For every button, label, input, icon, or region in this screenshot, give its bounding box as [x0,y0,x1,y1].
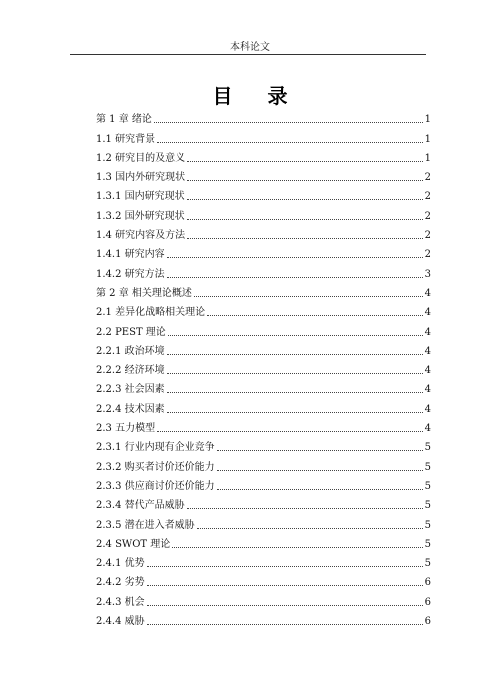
toc-entry[interactable] [96,435,431,454]
toc-dot-leader [197,528,423,529]
toc-entry-page-number: 1 [424,152,431,164]
toc-dot-leader [187,238,423,239]
toc-entry[interactable] [96,512,431,531]
toc-entry-page-number: 4 [424,326,431,338]
toc-entry-page-number: 2 [424,210,431,222]
toc-entry[interactable] [96,184,431,203]
toc-entry-label: 2.4.4 威胁 [96,616,145,628]
toc-dot-leader [167,354,423,355]
toc-entry-page-number: 5 [424,558,431,570]
toc-entry-label: 2.4.3 机会 [96,596,145,608]
toc-entry[interactable] [96,107,431,126]
toc-dot-leader [147,624,423,625]
toc-entry-label: 第 2 章 相关理论概述 [96,287,192,299]
toc-entry-page-number: 4 [424,365,431,377]
toc-entry-label: 2.3.1 行业内现有企业竞争 [96,442,215,454]
toc-entry-page-number: 5 [424,442,431,454]
toc-dot-leader [157,431,423,432]
toc-entry-label: 1.3.1 国内研究现状 [96,191,185,203]
toc-entry-label: 1.4.2 研究方法 [96,268,165,280]
toc-dot-leader [147,585,423,586]
toc-entry[interactable] [96,339,431,358]
toc-entry[interactable] [96,319,431,338]
toc-entry-label: 2.3 五力模型 [96,423,156,435]
toc-entry-label: 1.3 国内外研究现状 [96,172,186,184]
toc-entry-label: 1.4.1 研究内容 [96,249,165,261]
toc-entry-page-number: 2 [424,191,431,203]
toc-dot-leader [217,450,423,451]
toc-entry[interactable] [96,261,431,280]
toc-entry-page-number: 4 [424,403,431,415]
toc-entry-page-number: 5 [424,500,431,512]
toc-entry-label: 2.3.4 替代产品威胁 [96,500,185,512]
toc-entry-label: 第 1 章 绪论 [96,114,152,126]
toc-entry[interactable] [96,165,431,184]
toc-title: 目 录 [212,84,302,108]
toc-dot-leader [217,489,423,490]
toc-entry-label: 2.3.2 购买者讨价还价能力 [96,461,215,473]
toc-entry[interactable] [96,300,431,319]
toc-entry-label: 1.3.2 国外研究现状 [96,210,185,222]
toc-entry-page-number: 2 [424,172,431,184]
toc-entry-page-number: 5 [424,461,431,473]
toc-dot-leader [154,122,423,123]
toc-entry[interactable] [96,242,431,261]
toc-entry-label: 2.2 PEST 理论 [96,326,166,338]
toc-entry-label: 2.1 差异化战略相关理论 [96,307,206,319]
toc-entry-page-number: 6 [424,616,431,628]
toc-entry-page-number: 4 [424,345,431,357]
toc-dot-leader [167,392,423,393]
toc-entry-label: 2.2.2 经济环境 [96,365,165,377]
toc-entry[interactable] [96,203,431,222]
toc-entry[interactable] [96,589,431,608]
running-header: 本科论文 [230,42,270,53]
toc-dot-leader [167,277,423,278]
toc-entry-label: 2.2.4 技术因素 [96,403,165,415]
toc-entry[interactable] [96,146,431,165]
toc-entry-label: 2.2.1 政治环境 [96,345,165,357]
header-rule [70,54,426,55]
toc-entry[interactable] [96,223,431,242]
toc-dot-leader [172,547,422,548]
toc-entry-page-number: 5 [424,480,431,492]
toc-dot-leader [187,508,423,509]
toc-dot-leader [194,296,423,297]
toc-entry[interactable] [96,609,431,628]
toc-entry-page-number: 5 [424,538,431,550]
table-of-contents [96,107,431,628]
toc-entry[interactable] [96,493,431,512]
toc-entry-label: 2.4.1 优势 [96,558,145,570]
toc-entry-page-number: 6 [424,577,431,589]
toc-entry[interactable] [96,126,431,145]
toc-entry-label: 1.4 研究内容及方法 [96,230,186,242]
toc-entry[interactable] [96,281,431,300]
toc-entry[interactable] [96,454,431,473]
toc-entry-page-number: 4 [424,423,431,435]
toc-entry-page-number: 1 [424,133,431,145]
toc-entry-label: 2.3.3 供应商讨价还价能力 [96,480,215,492]
toc-entry[interactable] [96,551,431,570]
toc-entry-label: 2.4 SWOT 理论 [96,538,171,550]
toc-dot-leader [147,566,423,567]
toc-entry-page-number: 4 [424,384,431,396]
toc-entry-label: 2.3.5 潜在进入者威胁 [96,519,195,531]
toc-entry-page-number: 2 [424,249,431,261]
toc-dot-leader [167,412,423,413]
toc-dot-leader [157,142,423,143]
toc-entry[interactable] [96,570,431,589]
toc-entry-label: 2.2.3 社会因素 [96,384,165,396]
toc-entry-label: 1.1 研究背景 [96,133,156,145]
toc-entry-page-number: 3 [424,268,431,280]
toc-dot-leader [167,257,423,258]
toc-dot-leader [187,199,423,200]
toc-entry[interactable] [96,358,431,377]
toc-entry-page-number: 4 [424,287,431,299]
toc-entry-label: 1.2 研究目的及意义 [96,152,186,164]
toc-entry-page-number: 2 [424,230,431,242]
toc-dot-leader [147,605,423,606]
toc-dot-leader [167,373,423,374]
toc-entry-page-number: 6 [424,596,431,608]
toc-entry-page-number: 1 [424,114,431,126]
toc-entry-page-number: 4 [424,307,431,319]
toc-dot-leader [168,335,423,336]
toc-entry-page-number: 5 [424,519,431,531]
toc-dot-leader [187,161,423,162]
toc-entry[interactable] [96,532,431,551]
toc-dot-leader [217,470,423,471]
toc-entry-label: 2.4.2 劣势 [96,577,145,589]
toc-entry[interactable] [96,416,431,435]
toc-entry[interactable] [96,396,431,415]
toc-dot-leader [187,180,423,181]
toc-dot-leader [187,219,423,220]
toc-entry[interactable] [96,474,431,493]
toc-dot-leader [207,315,423,316]
toc-entry[interactable] [96,377,431,396]
